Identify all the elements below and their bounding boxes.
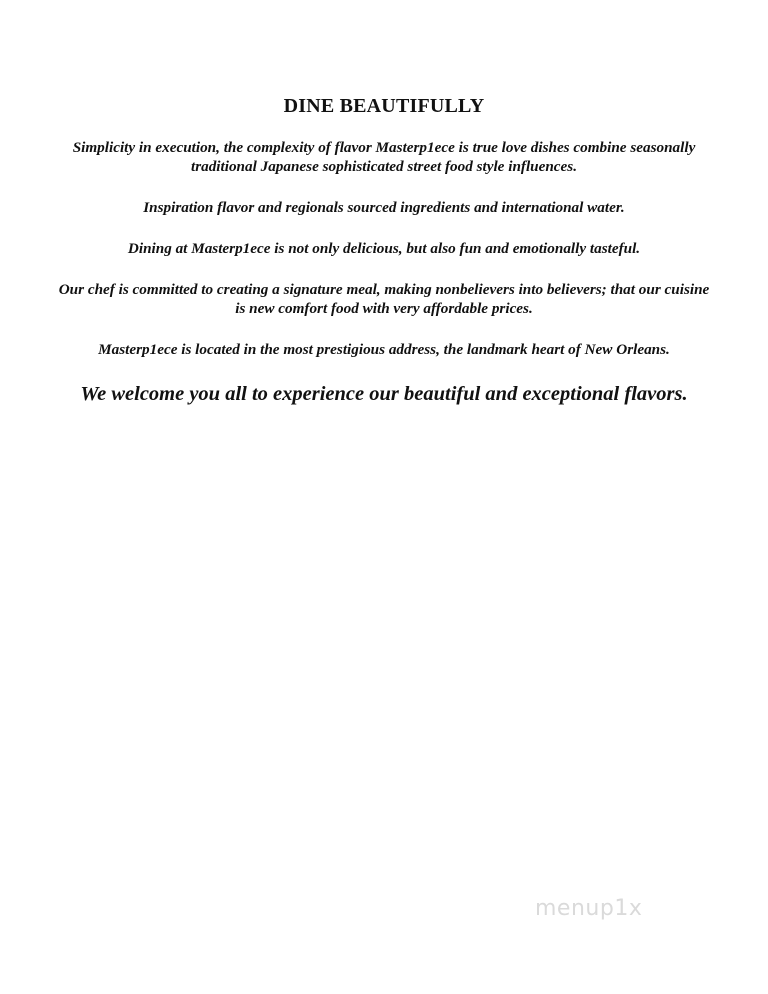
menupix-watermark: menup1x bbox=[535, 896, 643, 921]
paragraph-line: Dining at Masterp1ece is not only delicious, but also fun and emotionally tasteful. bbox=[127, 240, 641, 257]
paragraph-inspiration bbox=[0, 198, 768, 217]
paragraph-simplicity bbox=[0, 138, 768, 176]
paragraph-line: Inspiration flavor and regionals sourced ingredients and international water. bbox=[143, 199, 625, 216]
paragraph-line: is new comfort food with very affordable prices. bbox=[235, 300, 533, 317]
paragraph-location bbox=[0, 340, 768, 359]
paragraph-line: Our chef is committed to creating a signature meal, making nonbelievers into believers; that our cuisine bbox=[58, 281, 710, 298]
paragraph-dining bbox=[0, 239, 768, 258]
paragraph-line: traditional Japanese sophisticated street food style influences. bbox=[190, 158, 577, 175]
page-title: DINE BEAUTIFULLY bbox=[283, 95, 485, 117]
closing-statement: We welcome you all to experience our beautiful and exceptional flavors. bbox=[80, 383, 688, 405]
paragraph-line: Masterp1ece is located in the most prestigious address, the landmark heart of New Orleans. bbox=[98, 341, 670, 358]
paragraph-chef bbox=[0, 280, 768, 318]
paragraph-line: Simplicity in execution, the complexity of flavor Masterp1ece is true love dishes combine seasonally bbox=[72, 139, 696, 156]
menu-page-content bbox=[0, 95, 768, 407]
